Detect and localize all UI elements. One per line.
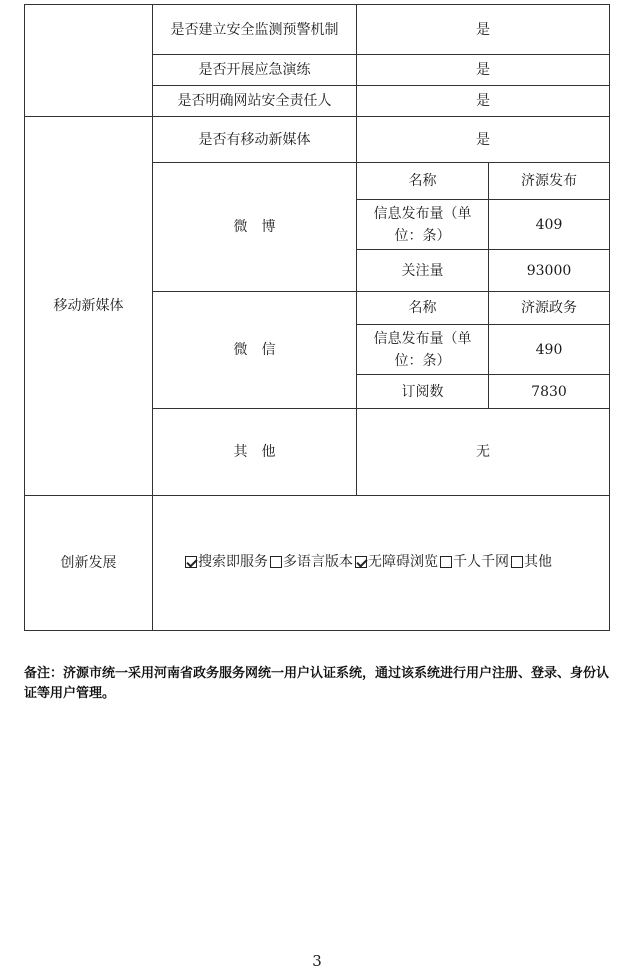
row-label: 是否开展应急演练 xyxy=(153,55,357,86)
row-value: 是 xyxy=(357,117,610,163)
section-label: 创新发展 xyxy=(25,496,153,631)
sub-value: 7830 xyxy=(489,375,610,409)
security-section-cell xyxy=(25,5,153,117)
table-row xyxy=(25,5,610,55)
report-table xyxy=(24,4,610,631)
checkbox-unchecked[interactable] xyxy=(511,556,523,568)
sub-label: 名称 xyxy=(357,292,489,325)
sub-label: 订阅数 xyxy=(357,375,489,409)
table-row xyxy=(25,117,610,163)
option-label: 搜索即服务 xyxy=(198,554,268,570)
checkbox-unchecked[interactable] xyxy=(270,556,282,568)
sub-label: 信息发布量（单位：条） xyxy=(357,325,489,375)
row-value: 是 xyxy=(357,5,610,55)
sub-label: 名称 xyxy=(357,163,489,200)
option-label: 多语言版本 xyxy=(283,554,353,570)
row-label: 是否建立安全监测预警机制 xyxy=(153,5,357,55)
checkbox-checked[interactable] xyxy=(185,556,197,568)
sub-label: 关注量 xyxy=(357,250,489,292)
option-label: 无障碍浏览 xyxy=(368,554,438,570)
sub-label: 信息发布量（单位：条） xyxy=(357,200,489,250)
footnote: 备注：济源市统一采用河南省政务服务网统一用户认证系统，通过该系统进行用户注册、登录、身份认证等用户管理。 xyxy=(24,666,610,701)
other-value: 无 xyxy=(357,409,610,496)
row-label: 是否明确网站安全责任人 xyxy=(153,86,357,117)
table-row xyxy=(25,496,610,631)
weibo-label: 微 博 xyxy=(153,163,357,292)
sub-value: 济源发布 xyxy=(489,163,610,200)
row-value: 是 xyxy=(357,86,610,117)
checkbox-checked[interactable] xyxy=(355,556,367,568)
row-label: 是否有移动新媒体 xyxy=(153,117,357,163)
page-number: 3 xyxy=(312,952,322,970)
sub-value: 409 xyxy=(489,200,610,250)
sub-value: 济源政务 xyxy=(489,292,610,325)
sub-value: 490 xyxy=(489,325,610,375)
sub-value: 93000 xyxy=(489,250,610,292)
section-label: 移动新媒体 xyxy=(25,117,153,496)
weixin-label: 微 信 xyxy=(153,292,357,409)
innovation-options xyxy=(153,496,610,631)
checkbox-group xyxy=(183,551,552,573)
checkbox-unchecked[interactable] xyxy=(440,556,452,568)
option-label: 千人千网 xyxy=(453,554,509,570)
other-label: 其 他 xyxy=(153,409,357,496)
option-label: 其他 xyxy=(524,554,552,570)
row-value: 是 xyxy=(357,55,610,86)
